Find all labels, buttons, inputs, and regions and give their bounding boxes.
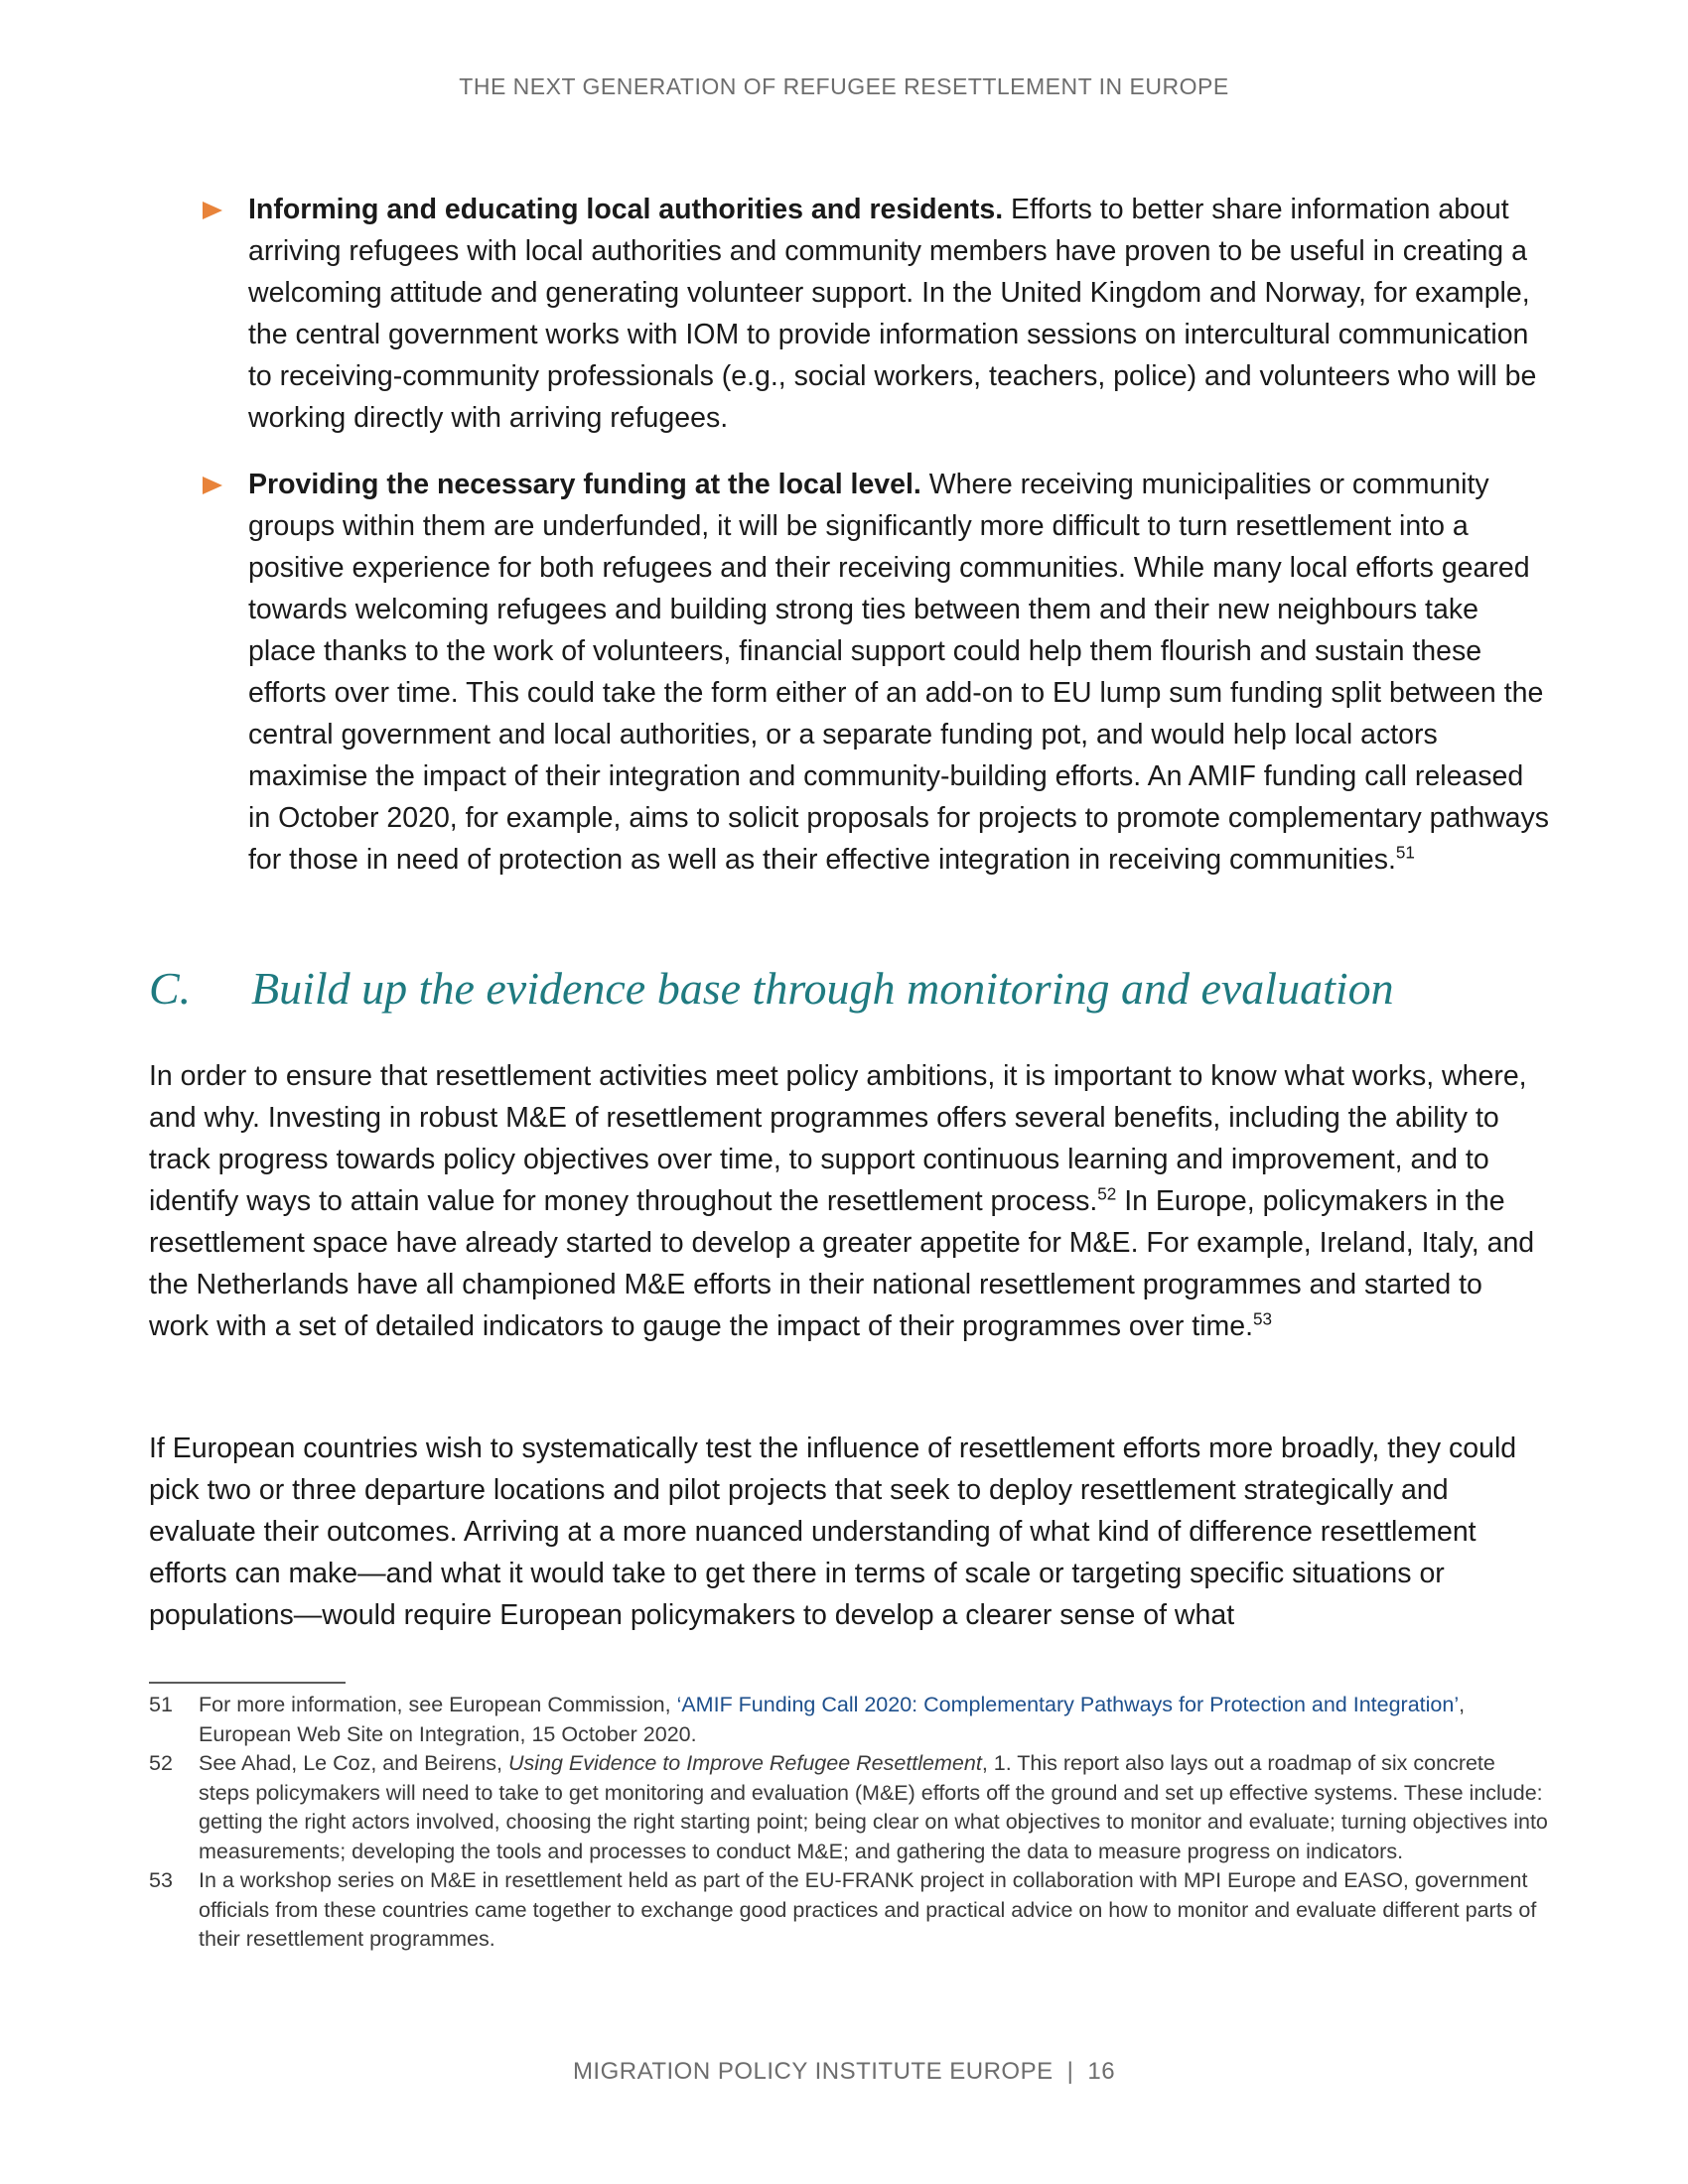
running-footer: [0, 2058, 1688, 2086]
footnote-53: [149, 1866, 1549, 1955]
footnote-cited-title: Using Evidence to Improve Refugee Resettlement: [507, 1751, 982, 1775]
footer-separator: |: [1066, 2058, 1074, 2085]
running-header: THE NEXT GENERATION OF REFUGEE RESETTLEMENT IN EUROPE: [459, 73, 1229, 99]
footnote-link[interactable]: ‘AMIF Funding Call 2020: Complementary Pathways for Protection and Integration’: [676, 1693, 1460, 1716]
footnote-text: See Ahad, Le Coz, and Beirens,: [199, 1751, 508, 1775]
bullet-lead: Providing the necessary funding at the local level.: [248, 469, 921, 500]
bullet-item: [199, 464, 1549, 881]
footer-org: MIGRATION POLICY INSTITUTE EUROPE: [572, 2058, 1054, 2085]
bullet-lead: Informing and educating local authorities and residents.: [248, 194, 1004, 225]
section-heading: [149, 959, 1559, 1019]
body-paragraph: [149, 1055, 1549, 1347]
footnote-divider: [149, 1682, 346, 1684]
footnote-52: [149, 1749, 1549, 1866]
footnote-text: In a workshop series on M&E in resettlement held as part of the EU-FRANK project in collaboration with MPI Europe and EASO, government officials from these countries came together to exchange good practices and practical advice on how to monitor and evaluate different parts of their resettlement programmes.: [199, 1868, 1537, 1951]
footnote-text: , European Web Site on Integration, 15 October 2020.: [199, 1693, 1466, 1746]
footnote-number: 53: [149, 1868, 173, 1892]
bullet-item: [199, 189, 1549, 439]
footnote-ref[interactable]: 53: [1253, 1309, 1273, 1329]
section-title: Build up the evidence base through monitoring and evaluation: [251, 963, 1394, 1014]
footnote-ref[interactable]: 51: [1395, 843, 1415, 863]
paragraph-text: In order to ensure that resettlement activities meet policy ambitions, it is important to know what works, where, and why. Investing in robust M&E of resettlement programmes offers several benefits, including the ability to track progress towards policy objectives over time, to support continuous learning and improvement, and to identify ways to attain value for money throughout the resettlement process.: [149, 1060, 1527, 1217]
section-number: C.: [149, 963, 192, 1014]
bullet-list: [199, 189, 1549, 905]
bullet-text: Efforts to better share information about arriving refugees with local authorities and community members have proven to be useful in creating a welcoming attitude and generating volunteer support. In the United Kingdom and Norway, for example, the central government works with IOM to provide information sessions on intercultural communication to receiving-community professionals (e.g., social workers, teachers, police) and volunteers who will be working directly with arriving refugees.: [248, 194, 1537, 434]
bullet-text: Where receiving municipalities or community groups within them are underfunded, it will be significantly more difficult to turn resettlement into a positive experience for both refugees and their receiving communities. While many local efforts geared towards welcoming refugees and building strong ties between them and their new neighbours take place thanks to the work of volunteers, financial support could help them flourish and sustain these efforts over time. This could take the form either of an add-on to EU lump sum funding split between the central government and local authorities, or a separate funding pot, and would help local actors maximise the impact of their integration and community-building efforts. An AMIF funding call released in October 2020, for example, aims to solicit proposals for projects to promote complementary pathways for those in need of protection as well as their effective integration in receiving communities.: [248, 469, 1550, 876]
footnotes: [149, 1691, 1549, 1955]
footnote-number: 52: [149, 1751, 173, 1775]
footnote-ref[interactable]: 52: [1097, 1184, 1117, 1204]
page-number: 16: [1087, 2058, 1116, 2085]
arrow-bullet-icon: [203, 477, 222, 494]
footnote-number: 51: [149, 1693, 173, 1716]
paragraph-text: In Europe, policymakers in the resettlement space have already started to develop a greater appetite for M&E. For example, Ireland, Italy, and the Netherlands have all championed M&E efforts in their national resettlement programmes and started to work with a set of detailed indicators to gauge the impact of their programmes over time.: [149, 1185, 1535, 1342]
footnote-51: [149, 1691, 1549, 1749]
body-paragraph: If European countries wish to systematically test the influence of resettlement efforts more broadly, they could pick two or three departure locations and pilot projects that seek to deploy resettlement strategically and evaluate their outcomes. Arriving at a more nuanced understanding of what kind of difference resettlement efforts can make—and what it would take to get there in terms of scale or targeting specific situations or populations—would require European policymakers to develop a clearer sense of what: [149, 1433, 1517, 1631]
arrow-bullet-icon: [203, 202, 222, 219]
footnote-text: , 1. This report also lays out a roadmap of six concrete steps policymakers will need to take to get monitoring and evaluation (M&E) efforts off the ground and set up effective systems. These include: getting the right actors involved, choosing the right starting point; being clear on what objectives to monitor and evaluate; turning objectives into measurements; developing the tools and processes to conduct M&E; and gathering the data to measure progress on indicators.: [199, 1751, 1548, 1863]
footnote-text: For more information, see European Commission,: [199, 1693, 677, 1716]
